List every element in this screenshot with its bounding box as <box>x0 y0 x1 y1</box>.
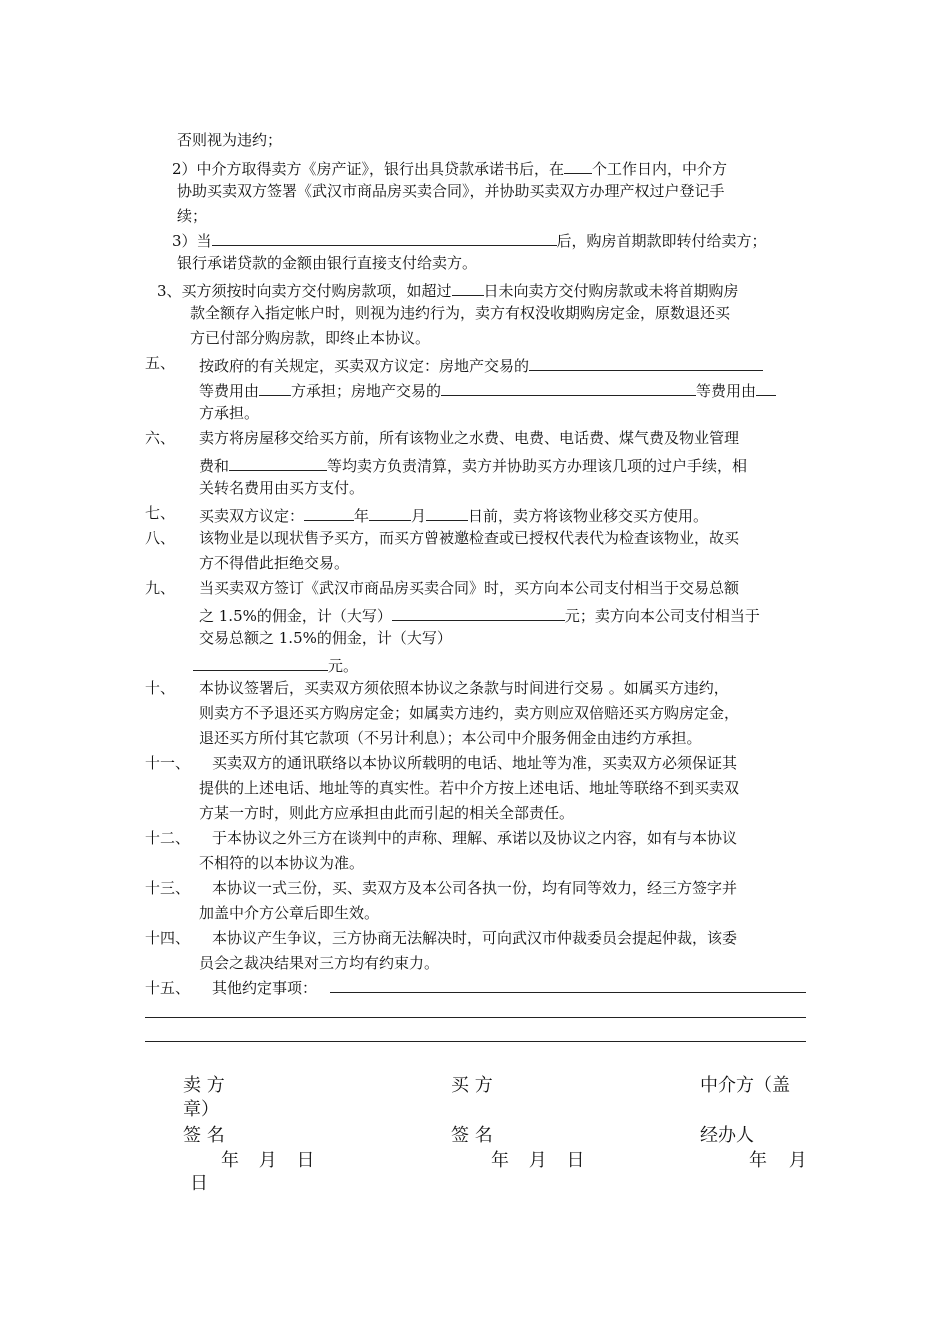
text-line: 其他约定事项： <box>212 979 318 997</box>
text-line: 银行承诺贷款的金额由银行直接支付给卖方。 <box>177 254 478 272</box>
blank-rule[interactable] <box>145 1041 806 1042</box>
section-number: 九、 <box>145 579 176 597</box>
blank-field[interactable] <box>441 378 696 396</box>
text-line: 不相符的以本协议为准。 <box>199 854 365 872</box>
blank-field[interactable] <box>564 156 592 174</box>
text: 方承担；房地产交易的 <box>291 382 442 400</box>
section-number: 五、 <box>145 354 176 372</box>
blank-field[interactable] <box>452 278 484 296</box>
seller-date: 年 月 日 <box>221 1150 315 1171</box>
text-line: 方已付部分购房款，即终止本协议。 <box>190 329 431 347</box>
text: 后，购房首期款即转付给卖方； <box>556 232 767 250</box>
text-line: 卖方将房屋移交给买方前，所有该物业之水费、电费、电话费、煤气费及物业管理 <box>199 429 740 447</box>
blank-field[interactable] <box>529 353 763 371</box>
text-line <box>172 156 727 178</box>
seller-label: 卖 方 <box>183 1075 225 1096</box>
agent-date-continued: 日 <box>190 1173 208 1194</box>
text-line: 该物业是以现状售予买方，而买方曾被邀检查或已授权代表代为检查该物业，故买 <box>199 529 740 547</box>
section-number: 十三、 <box>145 879 191 897</box>
text-line <box>199 353 763 375</box>
section-number: 十、 <box>145 679 176 697</box>
section-number: 十四、 <box>145 929 191 947</box>
text: 按政府的有关规定，买卖双方议定：房地产交易的 <box>199 357 530 375</box>
section-number: 十二、 <box>145 829 191 847</box>
text-line: 则卖方不予退还买方购房定金；如属卖方违约，卖方则应双倍赔还买方购房定金， <box>199 704 740 722</box>
blank-field[interactable] <box>756 378 776 396</box>
blank-field[interactable] <box>259 378 291 396</box>
text: 之 1.5%的佣金，计（大写） <box>199 607 392 625</box>
text-line: 方某一方时，则此方应承担由此而引起的相关全部责任。 <box>199 804 575 822</box>
text-line: 续； <box>177 207 208 225</box>
text-line: 方不得借此拒绝交易。 <box>199 554 350 572</box>
text: 3）当 <box>172 232 212 250</box>
handler-label: 经办人 <box>700 1125 754 1146</box>
text-line <box>199 378 776 400</box>
blank-field[interactable] <box>193 653 328 671</box>
section-number: 六、 <box>145 429 176 447</box>
buyer-date: 年 月 日 <box>491 1150 585 1171</box>
blank-field[interactable] <box>369 503 411 521</box>
text-line: 提供的上述电话、地址等的真实性。若中介方按上述电话、地址等联络不到买卖双 <box>199 779 740 797</box>
blank-field[interactable] <box>426 503 468 521</box>
text-line <box>157 278 739 300</box>
blank-field[interactable] <box>304 503 354 521</box>
text-line: 买卖双方的通讯联络以本协议所载明的电话、地址等为准，买卖双方必须保证其 <box>212 754 738 772</box>
text-line: 方承担。 <box>199 404 260 422</box>
text-line: 交易总额之 1.5%的佣金，计（大写） <box>199 629 452 647</box>
agent-label: 中介方（盖 <box>700 1075 790 1096</box>
text: 费和 <box>199 457 230 475</box>
agent-label-continued: 章） <box>183 1099 219 1120</box>
text: 元；卖方向本公司支付相当于 <box>564 607 760 625</box>
text-line <box>199 503 708 525</box>
text-line: 否则视为违约； <box>177 131 283 149</box>
text-line: 于本协议之外三方在谈判中的声称、理解、承诺以及协议之内容，如有与本协议 <box>212 829 738 847</box>
text: 买卖双方议定： <box>199 507 305 525</box>
blank-field[interactable] <box>229 453 327 471</box>
section-number: 七、 <box>145 504 176 522</box>
text: 日前，卖方将该物业移交买方使用。 <box>468 507 709 525</box>
text-line: 关转名费用由买方支付。 <box>199 479 365 497</box>
section-number: 八、 <box>145 529 176 547</box>
agent-date: 年 月 <box>749 1150 807 1171</box>
text-line: 加盖中介方公章后即生效。 <box>199 904 380 922</box>
buyer-sign-label: 签 名 <box>451 1125 493 1146</box>
text-line <box>199 453 747 475</box>
text: 3、买方须按时向卖方交付购房款项，如超过 <box>157 282 452 300</box>
text-line: 本协议一式三份，买、卖双方及本公司各执一份，均有同等效力，经三方签字并 <box>212 879 738 897</box>
text: 元。 <box>328 657 359 675</box>
text: 等费用由 <box>199 382 260 400</box>
text-line: 当买卖双方签订《武汉市商品房买卖合同》时，买方向本公司支付相当于交易总额 <box>199 579 740 597</box>
text-line <box>193 653 358 675</box>
text: 等均卖方负责清算，卖方并协助买方办理该几项的过户手续，相 <box>327 457 748 475</box>
text: 月 <box>411 507 427 525</box>
blank-field[interactable] <box>330 992 806 993</box>
text: 等费用由 <box>696 382 757 400</box>
text: 个工作日内，中介方 <box>592 160 728 178</box>
text-line: 协助买卖双方签署《武汉市商品房买卖合同》，并协助买卖双方办理产权过户登记手 <box>177 182 725 200</box>
text: 年 <box>354 507 370 525</box>
text-line <box>172 228 767 250</box>
blank-field[interactable] <box>392 603 565 621</box>
text: 2）中介方取得卖方《房产证》，银行出具贷款承诺书后，在 <box>172 160 565 178</box>
text-line: 退还买方所付其它款项（不另计利息）；本公司中介服务佣金由违约方承担。 <box>199 729 702 747</box>
blank-rule[interactable] <box>145 1017 806 1018</box>
buyer-label: 买 方 <box>451 1075 493 1096</box>
text-line: 款全额存入指定帐户时，则视为违约行为，卖方有权没收期购房定金，原数退还买 <box>190 304 731 322</box>
text-line: 本协议签署后，买卖双方须依照本协议之条款与时间进行交易 。如属买方违约， <box>199 679 729 697</box>
text: 日未向卖方交付购房款或未将首期购房 <box>483 282 739 300</box>
section-number: 十一、 <box>145 754 191 772</box>
text-line: 员会之裁决结果对三方均有约束力。 <box>199 954 440 972</box>
seller-sign-label: 签 名 <box>183 1125 225 1146</box>
text-line <box>199 603 760 625</box>
section-number: 十五、 <box>145 979 191 997</box>
blank-field[interactable] <box>212 228 557 246</box>
text-line: 本协议产生争议，三方协商无法解决时，可向武汉市仲裁委员会提起仲裁，该委 <box>212 929 738 947</box>
